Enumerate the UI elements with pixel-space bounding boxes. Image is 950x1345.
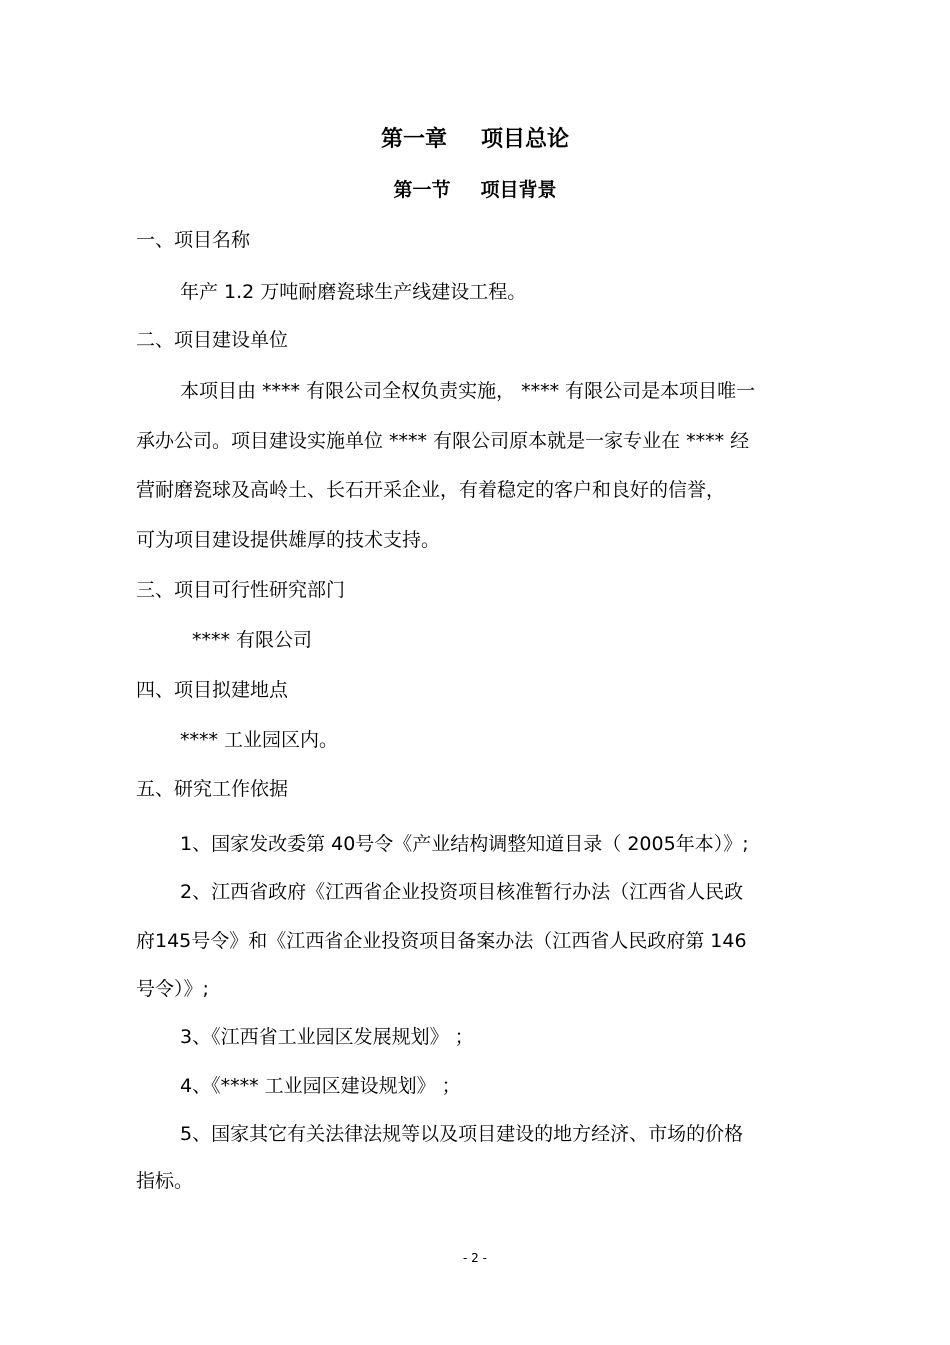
- heading-research-basis: 五、研究工作依据: [136, 778, 289, 800]
- page-number: - 2 -: [463, 1251, 487, 1265]
- section-heading: [0, 178, 950, 202]
- paragraph-unit-line-4: 可为项目建设提供雄厚的技术支持。: [136, 529, 441, 551]
- basis-item-5-line-1: 5、国家其它有关法律法规等以及项目建设的地方经济、市场的价格: [180, 1123, 744, 1145]
- basis-item-4: 4、《**** 工业园区建设规划》 ；: [180, 1075, 461, 1097]
- paragraph-unit-line-1: 本项目由 **** 有限公司全权负责实施， **** 有限公司是本项目唯一: [180, 380, 756, 402]
- paragraph-feasibility-dept: **** 有限公司: [192, 629, 313, 651]
- basis-item-3: 3、《江西省工业园区发展规划》 ；: [180, 1026, 474, 1048]
- heading-project-location: 四、项目拟建地点: [136, 679, 289, 701]
- basis-item-1: 1、国家发改委第 40号令《产业结构调整知道目录（ 2005年本）》;: [180, 833, 749, 855]
- basis-item-2-line-2: 府145号令》和《江西省企业投资项目备案办法（江西省人民政府第 146: [136, 930, 747, 952]
- chapter-title: 项目总论: [481, 127, 570, 152]
- basis-item-5-line-2: 指标。: [136, 1170, 194, 1192]
- section-title: 项目背景: [480, 179, 557, 201]
- basis-item-2-line-3: 号令）》;: [136, 978, 209, 1000]
- chapter-number: 第一章: [380, 127, 447, 152]
- chapter-heading: [0, 126, 950, 154]
- heading-feasibility-dept: 三、项目可行性研究部门: [136, 579, 346, 601]
- paragraph-project-location: **** 工业园区内。: [180, 729, 339, 751]
- section-number: 第一节: [393, 179, 451, 201]
- heading-construction-unit: 二、项目建设单位: [136, 329, 289, 351]
- paragraph-unit-line-2: 承办公司。项目建设实施单位 **** 有限公司原本就是一家专业在 **** 经: [136, 430, 750, 452]
- paragraph-project-name: 年产 1.2 万吨耐磨瓷球生产线建设工程。: [180, 281, 527, 303]
- basis-item-2-line-1: 2、江西省政府《江西省企业投资项目核准暂行办法（江西省人民政: [180, 881, 744, 903]
- paragraph-unit-line-3: 营耐磨瓷球及高岭土、长石开采企业，有着稳定的客户和良好的信誉，: [136, 479, 726, 501]
- heading-project-name: 一、项目名称: [136, 229, 251, 251]
